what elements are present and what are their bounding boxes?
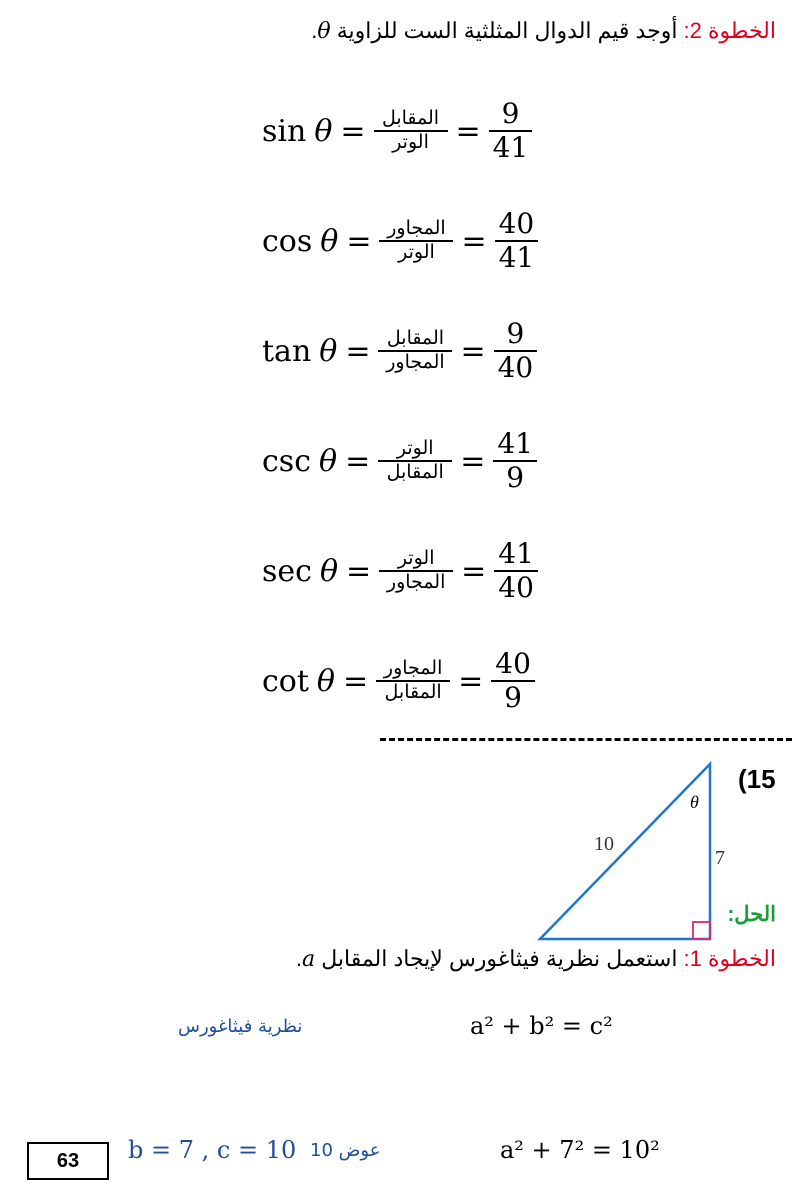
number-fraction: $\frac{41}{9}$ bbox=[493, 428, 537, 494]
word-fraction: $\frac{\text{المقابل}}{\text{الوتر}}$ bbox=[374, 108, 448, 154]
step2-heading bbox=[311, 18, 776, 44]
word-fraction: $\frac{\text{المقابل}}{\text{المجاور}}$ bbox=[378, 328, 452, 374]
equals-sign: = bbox=[345, 443, 371, 479]
step2-var: θ bbox=[317, 19, 331, 44]
tan-equation bbox=[262, 306, 537, 396]
hypotenuse-label: 10 bbox=[594, 833, 614, 855]
equals-sign: = bbox=[346, 223, 372, 259]
step2-label: الخطوة 2: bbox=[683, 18, 776, 43]
angle-label: θ bbox=[690, 792, 699, 812]
number-fraction: $\frac{40}{9}$ bbox=[491, 648, 535, 714]
equals-sign: = bbox=[461, 553, 487, 589]
equals-sign: = bbox=[460, 443, 486, 479]
theta-symbol: θ bbox=[319, 333, 338, 369]
triangle-shape bbox=[540, 764, 710, 939]
equals-sign: = bbox=[458, 663, 484, 699]
equals-sign: = bbox=[346, 553, 372, 589]
equals-sign: = bbox=[340, 113, 366, 149]
given-values: b = 7 , c = 10 bbox=[128, 1136, 297, 1164]
theta-symbol: θ bbox=[320, 223, 339, 259]
function-name: sec bbox=[262, 553, 312, 589]
step2-text: أوجد قيم الدوال المثلثية الست للزاوية bbox=[330, 18, 684, 43]
equals-sign: = bbox=[342, 663, 369, 699]
page-number: 63 bbox=[27, 1142, 109, 1180]
pythagoras-note: نظرية فيثاغورس bbox=[178, 1016, 303, 1037]
pythagoras-equation: a² + b² = c² bbox=[470, 1012, 613, 1040]
step1-end: . bbox=[295, 946, 302, 971]
equals-sign: = bbox=[460, 333, 486, 369]
number-fraction: $\frac{41}{40}$ bbox=[494, 538, 538, 604]
number-fraction: $\frac{9}{40}$ bbox=[494, 318, 538, 384]
theta-symbol: θ bbox=[319, 553, 339, 589]
dashed-divider bbox=[380, 738, 792, 741]
equals-sign: = bbox=[461, 223, 487, 259]
cot-equation bbox=[262, 636, 535, 726]
function-name: csc bbox=[262, 443, 311, 479]
solution-label: الحل: bbox=[727, 903, 776, 926]
csc-equation bbox=[262, 416, 537, 506]
step1-heading bbox=[296, 946, 776, 972]
function-name: sin bbox=[262, 113, 307, 149]
substitute-note: عوض 10 bbox=[310, 1140, 381, 1161]
word-fraction: $\frac{\text{الوتر}}{\text{المجاور}}$ bbox=[379, 548, 453, 594]
function-name: cos bbox=[262, 223, 313, 259]
theta-symbol: θ bbox=[319, 443, 338, 479]
problem-number: (15 bbox=[738, 764, 776, 794]
number-fraction: $\frac{9}{41}$ bbox=[489, 98, 533, 164]
theta-symbol: θ bbox=[314, 113, 333, 149]
step1-label: الخطوة 1: bbox=[683, 946, 776, 971]
function-name: cot bbox=[262, 663, 309, 699]
step1-text: استعمل نظرية فيثاغورس لإيجاد المقابل bbox=[315, 946, 684, 971]
cos-equation bbox=[262, 196, 538, 286]
function-name: tan bbox=[262, 333, 312, 369]
step2-end: . bbox=[311, 18, 318, 43]
number-fraction: $\frac{40}{41}$ bbox=[495, 208, 539, 274]
sec-equation bbox=[262, 526, 538, 616]
sin-equation bbox=[262, 86, 532, 176]
side-label: 7 bbox=[715, 847, 725, 869]
right-triangle-figure bbox=[520, 750, 730, 950]
equals-sign: = bbox=[345, 333, 371, 369]
step1-var: a bbox=[301, 947, 316, 972]
substituted-equation: a² + 7² = 10² bbox=[500, 1136, 660, 1164]
equals-sign: = bbox=[455, 113, 481, 149]
word-fraction: $\frac{\text{الوتر}}{\text{المقابل}}$ bbox=[378, 438, 452, 484]
word-fraction: $\frac{\text{المجاور}}{\text{المقابل}}$ bbox=[376, 658, 450, 704]
right-angle-marker bbox=[693, 922, 710, 939]
theta-symbol: θ bbox=[316, 663, 335, 699]
word-fraction: $\frac{\text{المجاور}}{\text{الوتر}}$ bbox=[379, 218, 453, 264]
